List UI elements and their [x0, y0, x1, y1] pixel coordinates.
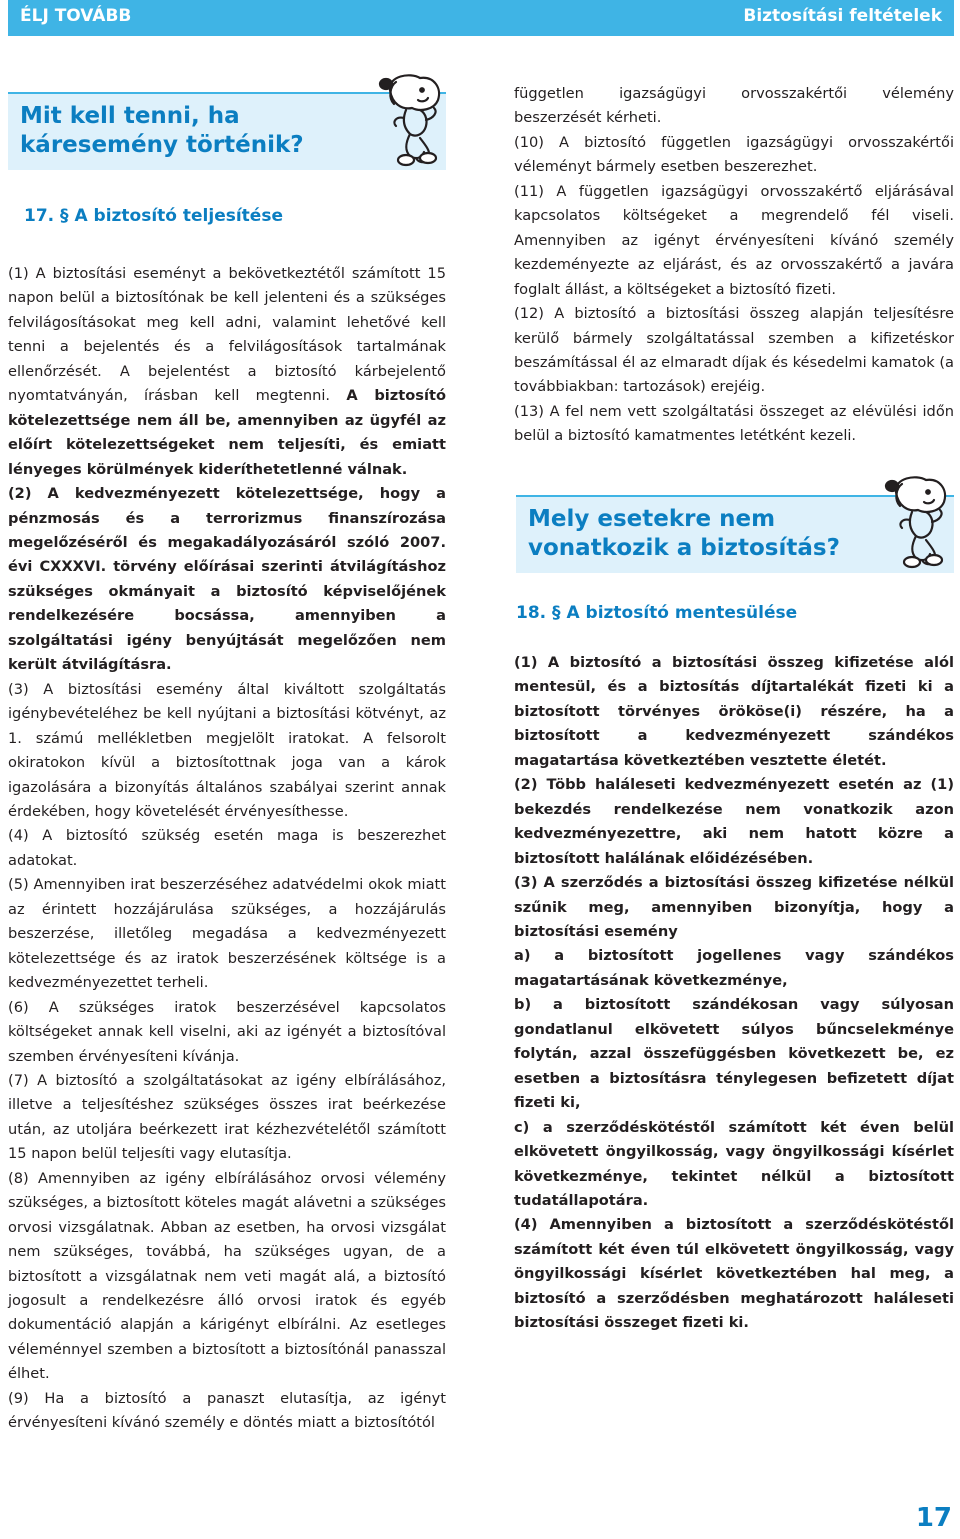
section-18-title: 18. § A biztosító mentesülése — [516, 603, 798, 623]
page-number: 17 — [915, 1503, 952, 1533]
paragraph-9: (9) Ha a biztosító a panaszt elutasítja, az igényt érvényesíteni kívánó személy e döntés miatt a biztosítótól — [8, 1389, 446, 1432]
paragraph-10: (10) A biztosító független igazságügyi orvosszakértői véleményt bármely esetben beszerezhet. — [514, 133, 954, 176]
exemption-3b: b) a biztosított szándékosan vagy súlyosan gondatlanul elkövetett súlyos bűncselekménye folytán, azzal összefüggésben következett be, ez esetben a biztosításra ténylegesen befizetett díjat fizeti ki, — [514, 996, 954, 1112]
snoopy-illustration-2-icon — [882, 470, 952, 570]
header-brand: ÉLJ TOVÁBB — [20, 6, 132, 26]
exemption-1: (1) A biztosító a biztosítási összeg kifizetése alól mentesül, és a biztosítás díjtartalékát fizeti ki a biztosított törvényes örököse(i) részére, ha a biztosított a kedvezményezett szándékos magatartása következtében vesztette életét. — [514, 654, 954, 769]
heading2-line-1: Mely esetekre nem — [528, 506, 776, 532]
heading2-line-2: vonatkozik a biztosítás? — [528, 535, 840, 561]
paragraph-12: (12) A biztosító a biztosítási összeg alapján teljesítésre kerülő bármely szolgáltatással szemben a kifizetéskor beszámítással él az elmaradt díjak és késedelmi kamatok (a továbbiakban: tartozások) erejéig. — [514, 305, 954, 396]
paragraph-13: (13) A fel nem vett szolgáltatási összeget az elévülési időn belül a biztosító kamatmentes letétként kezeli. — [514, 402, 954, 445]
paragraph-7: (7) A biztosító a szolgáltatásokat az igény elbírálásához, illetve a teljesítéshez szükséges összes irat beérkezése után, az utoljára beérkezett irat kézhezvételétől számított 15 napon belül teljesíti vagy elutasítja. — [8, 1071, 446, 1163]
heading-title-2 — [528, 505, 840, 563]
paragraph-3: (3) A biztosítási esemény által kiváltott szolgáltatás igénybevételéhez be kell nyújtani a biztosítási kötvényt, az 1. számú mellékletben megjelölt iratokat. A felsorolt okiratokon kívül a biztosítottnak joga van a károk igazolására a bizonyítás általános szabályai szerint annak érdekében, hogy követelését érvényesíthesse. — [8, 680, 446, 820]
exemption-4: (4) Amennyiben a biztosított a szerződéskötéstől számított két éven túl elkövetett öngyilkosság, vagy öngyilkossági kísérlet következtében hal meg, a biztosító a szerződésben meghatározott haláleseti biztosítási összeget fizeti ki. — [514, 1216, 954, 1332]
heading-title — [20, 102, 304, 160]
exemption-3a: a) a biztosított jogellenes vagy szándékos magatartásának következménye, — [514, 947, 954, 989]
exemption-2: (2) Több haláleseti kedvezményezett esetén az (1) bekezdés rendelkezése nem vonatkozik azon kedvezményezettre, aki nem hatott közre a biztosított halálának előidézésében. — [514, 776, 954, 867]
right-column-top — [514, 82, 954, 449]
header-bar — [8, 0, 954, 36]
snoopy-illustration-icon — [376, 68, 446, 168]
heading-line-2: káresemény történik? — [20, 132, 304, 158]
exemption-3c: c) a szerződéskötéstől számított két éven belül elkövetett öngyilkosság, vagy öngyilkossági kísérlet következménye, tekintet nélkül a biztosított tudatállapotára. — [514, 1118, 954, 1209]
paragraph-9-cont: független igazságügyi orvosszakértői vélemény beszerzését kérheti. — [514, 85, 954, 127]
paragraph-6: (6) A szükséges iratok beszerzésével kapcsolatos költségeket annak kell viselni, aki az igényét a biztosítóval szemben érvényesíteni kívánja. — [8, 998, 446, 1065]
section-17-title: 17. § A biztosító teljesítése — [24, 206, 283, 226]
header-section: Biztosítási feltételek — [743, 6, 942, 26]
paragraph-11: (11) A független igazságügyi orvosszakértő eljárásával kapcsolatos költségeket a megrendelő fél viseli. Amennyiben az igényt érvényesíteni kívánó személy kezdeményezte az eljárást, és az orvosszakértő a javára foglalt állást, a költségeket a biztosító fizeti. — [514, 182, 954, 298]
left-column — [8, 262, 446, 1436]
heading-line-1: Mit kell tenni, ha — [20, 103, 240, 129]
paragraph-1-text: (1) A biztosítási eseményt a bekövetkeztétől számított 15 napon belül a biztosítónak be kell jelenteni és a szükséges felvilágosításokat meg kell adni, valamint lehetővé kell tenni a bejelentés és a felvilágosítások tartalmának ellenőrzését. A bejelentést a biztosító kárbejelentő nyomtatványán, írásban kell megtenni. — [8, 265, 446, 405]
paragraph-1-bold: A biztosító kötelezettsége nem áll be, amennyiben az ügyfél az előírt kötelezettségeket nem teljesíti, és emiatt lényeges körülmények kideríthetetlenné válnak. — [8, 387, 446, 478]
paragraph-4: (4) A biztosító szükség esetén maga is beszerezhet adatokat. — [8, 827, 446, 869]
paragraph-8: (8) Amennyiben az igény elbírálásához orvosi vélemény szükséges, a biztosított köteles magát alávetni a szükséges orvosi vizsgálatnak. Abban az esetben, ha orvosi vizsgálat nem szükséges, továbbá, ha szükséges ugyan, de a biztosított a vizsgálatnak nem veti magát alá, a biztosító jogosult a rendelkezésre álló orvosi iratok és egyéb dokumentáció alapján a kárigényt elbírálni. Az esetleges véleménnyel szemben a biztosított a biztosítónál panasszal élhet. — [8, 1169, 446, 1383]
paragraph-2: (2) A kedvezményezett kötelezettsége, hogy a pénzmosás és a terrorizmus finanszírozása megelőzéséről és megakadályozásáról szóló 2007. évi CXXXVI. törvény előírásai szerinti átvilágításhoz szükséges okmányait a biztosító képviselőjének rendelkezésére bocsássa, amennyiben a szolgáltatási igény benyújtását megelőzően nem került átvilágításra. — [8, 485, 446, 674]
exemption-3: (3) A szerződés a biztosítási összeg kifizetése nélkül szűnik meg, amennyiben bizonyítja, hogy a biztosítási esemény — [514, 874, 954, 940]
right-column-bottom — [514, 651, 954, 1336]
paragraph-5: (5) Amennyiben irat beszerzéséhez adatvédelmi okok miatt az érintett hozzájárulása szükséges, a hozzájárulás beszerzése, illetőleg megadása a kedvezményezett kötelezettsége és az iratok beszerzésének költsége is a kedvezményezettet terheli. — [8, 876, 446, 992]
paragraph-1 — [8, 262, 446, 482]
